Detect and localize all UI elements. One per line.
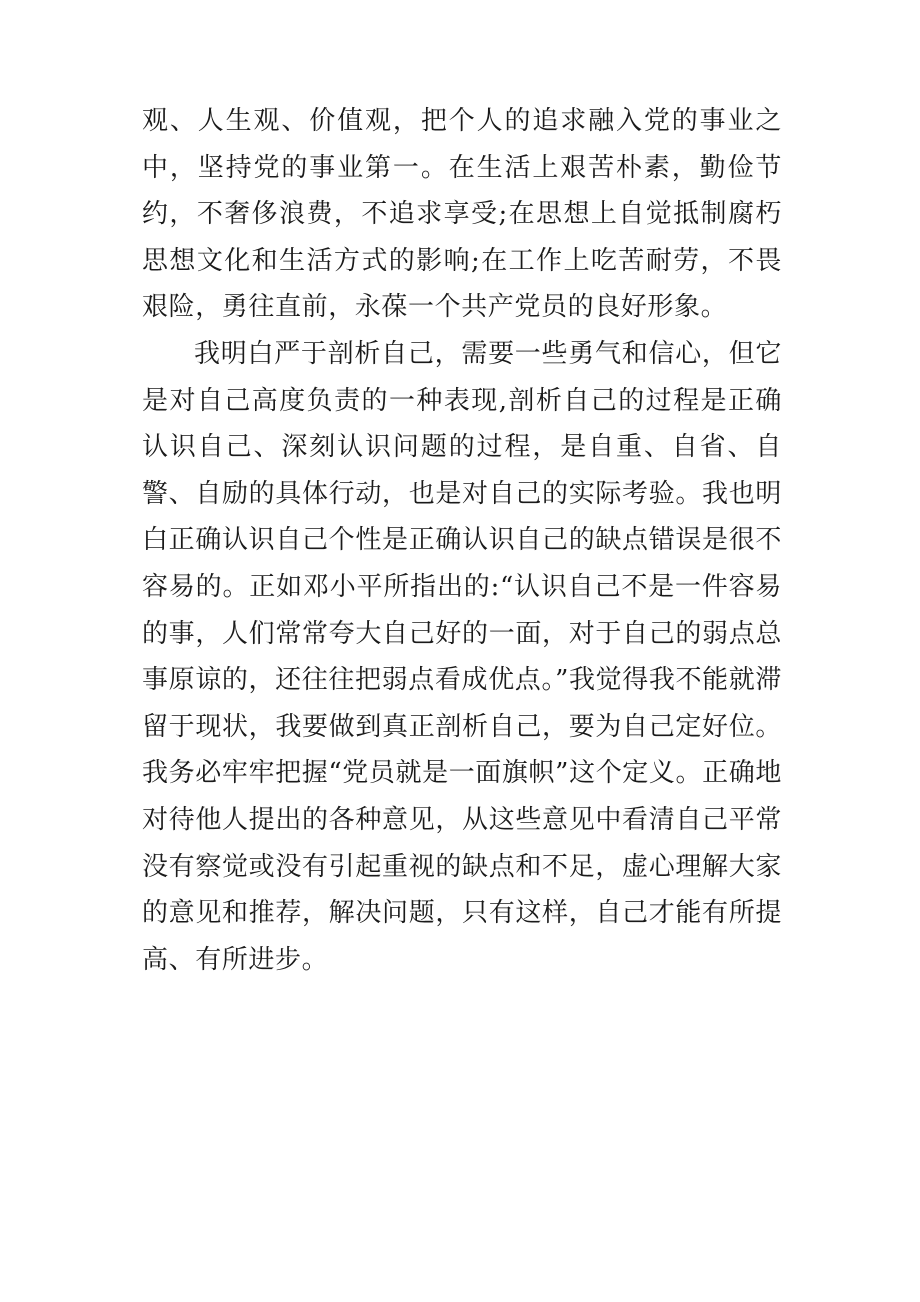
paragraph-2: 我明白严于剖析自己，需要一些勇气和信心，但它是对自己高度负责的一种表现,剖析自己的过程是正确认识自己、深刻认识问题的过程，是自重、自省、自警、自励的具体行动，也是对自己的实际考验。我也明白正确认识自己个性是正确认识自己的缺点错误是很不容易的。正如邓小平所指出的:“认识自己不是一件容易的事，人们常常夸大自己好的一面，对于自己的弱点总事原谅的，还往往把弱点看成优点。”我觉得我不能就滞留于现状，我要做到真正剖析自己，要为自己定好位。我务必牢牢把握“党员就是一面旗帜”这个定义。正确地对待他人提出的各种意见，从这些意见中看清自己平常没有察觉或没有引起重视的缺点和不足，虚心理解大家的意见和推荐，解决问题，只有这样，自己才能有所提高、有所进步。 <box>142 338 782 975</box>
paragraph-1: 观、人生观、价值观，把个人的追求融入党的事业之中，坚持党的事业第一。在生活上艰苦朴素，勤俭节约，不奢侈浪费，不追求享受;在思想上自觉抵制腐朽思想文化和生活方式的影响;在工作上吃苦耐劳，不畏艰险，勇往直前，永葆一个共产党员的良好形象。 <box>142 106 782 323</box>
body-text <box>142 98 782 983</box>
